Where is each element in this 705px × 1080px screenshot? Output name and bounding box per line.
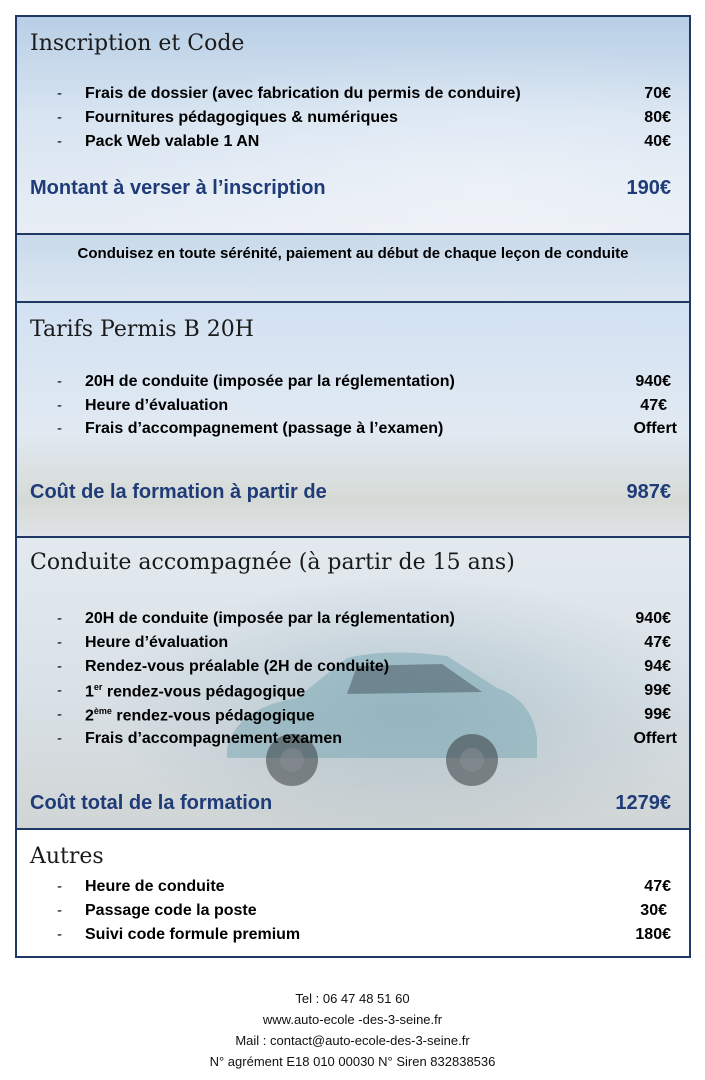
item-price: 940€ — [635, 610, 671, 627]
list-item — [17, 682, 689, 706]
list-item — [17, 133, 689, 157]
bullet-dash: - — [57, 706, 62, 723]
list-item — [17, 420, 689, 444]
item-price: Offert — [633, 420, 677, 437]
item-label: 20H de conduite (imposée par la réglementation) — [85, 610, 455, 627]
bullet-dash: - — [57, 682, 62, 699]
item-label — [85, 682, 305, 701]
item-price: 99€ — [644, 706, 671, 723]
bullet-dash: - — [57, 634, 62, 651]
bullet-dash: - — [57, 420, 62, 437]
item-price: 99€ — [644, 682, 671, 699]
item-label-superscript: er — [93, 682, 103, 692]
list-item — [17, 109, 689, 133]
item-label — [85, 706, 315, 725]
bullet-dash: - — [57, 658, 62, 675]
item-label: Suivi code formule premium — [85, 926, 301, 943]
bullet-dash: - — [57, 730, 62, 747]
phone-text: Tel : 06 47 48 51 60 — [295, 991, 410, 1006]
list-item — [17, 706, 689, 730]
website-text: www.auto-ecole -des-3-seine.fr — [262, 1012, 443, 1027]
list-item — [17, 610, 689, 634]
item-label-rest: rendez-vous pédagogique — [102, 683, 306, 701]
permis-b-panel — [15, 301, 691, 538]
list-item — [17, 658, 689, 682]
item-label: Frais de dossier (avec fabrication du permis de conduire) — [85, 85, 521, 102]
item-price: Offert — [633, 730, 677, 747]
bullet-dash: - — [57, 109, 62, 126]
item-price: 80€ — [644, 109, 671, 126]
item-price: 180€ — [635, 926, 671, 943]
item-price: 47€ — [640, 397, 667, 414]
list-item — [17, 878, 689, 902]
bullet-dash: - — [57, 85, 62, 102]
email-text: Mail : contact@auto-ecole-des-3-seine.fr — [235, 1033, 470, 1048]
agrement-text: N° agrément E18 010 00030 N° Siren 832838536 — [209, 1054, 496, 1069]
item-label-number: 1 — [85, 683, 94, 701]
bullet-dash: - — [57, 397, 62, 414]
payment-note: Conduisez en toute sérénité, paiement au début de chaque leçon de conduite — [77, 245, 629, 262]
item-label-superscript: ème — [93, 706, 112, 716]
section-title: Conduite accompagnée (à partir de 15 ans) — [30, 550, 515, 575]
item-price: 94€ — [644, 658, 671, 675]
item-label-number: 2 — [85, 707, 94, 725]
conduite-accompagnee-panel — [15, 536, 691, 830]
total-price: 987€ — [626, 481, 671, 503]
list-item — [17, 730, 689, 754]
item-price: 70€ — [644, 85, 671, 102]
total-label: Montant à verser à l’inscription — [30, 177, 326, 199]
bullet-dash: - — [57, 902, 62, 919]
item-label: Heure d’évaluation — [85, 634, 229, 651]
item-label: Heure de conduite — [85, 878, 225, 895]
list-item — [17, 902, 689, 926]
item-label: Rendez-vous préalable (2H de conduite) — [85, 658, 390, 675]
item-label: Fournitures pédagogiques & numériques — [85, 109, 398, 126]
section-title: Tarifs Permis B 20H — [30, 317, 254, 342]
list-item — [17, 373, 689, 397]
item-label-rest: rendez-vous pédagogique — [111, 707, 315, 725]
total-price: 1279€ — [615, 792, 671, 814]
item-label: Heure d’évaluation — [85, 397, 229, 414]
contact-footer — [0, 988, 705, 1072]
item-price: 940€ — [635, 373, 671, 390]
list-item — [17, 634, 689, 658]
item-label: Passage code la poste — [85, 902, 257, 919]
bullet-dash: - — [57, 610, 62, 627]
total-price: 190€ — [626, 177, 671, 199]
payment-note-panel — [15, 233, 691, 303]
bullet-dash: - — [57, 133, 62, 150]
item-label: 20H de conduite (imposée par la réglementation) — [85, 373, 455, 390]
bullet-dash: - — [57, 878, 62, 895]
item-price: 40€ — [644, 133, 671, 150]
bullet-dash: - — [57, 373, 62, 390]
bullet-dash: - — [57, 926, 62, 943]
list-item — [17, 85, 689, 109]
list-item — [17, 926, 689, 950]
item-price: 30€ — [640, 902, 667, 919]
section-title: Autres — [30, 844, 104, 869]
list-item — [17, 397, 689, 421]
item-price: 47€ — [644, 878, 671, 895]
item-label: Frais d’accompagnement examen — [85, 730, 342, 747]
item-label: Frais d’accompagnement (passage à l’examen) — [85, 420, 444, 437]
total-label: Coût de la formation à partir de — [30, 481, 327, 503]
autres-panel — [15, 828, 691, 958]
section-title: Inscription et Code — [30, 31, 245, 56]
item-price: 47€ — [644, 634, 671, 651]
inscription-panel — [15, 15, 691, 235]
item-label: Pack Web valable 1 AN — [85, 133, 260, 150]
total-label: Coût total de la formation — [30, 792, 273, 814]
